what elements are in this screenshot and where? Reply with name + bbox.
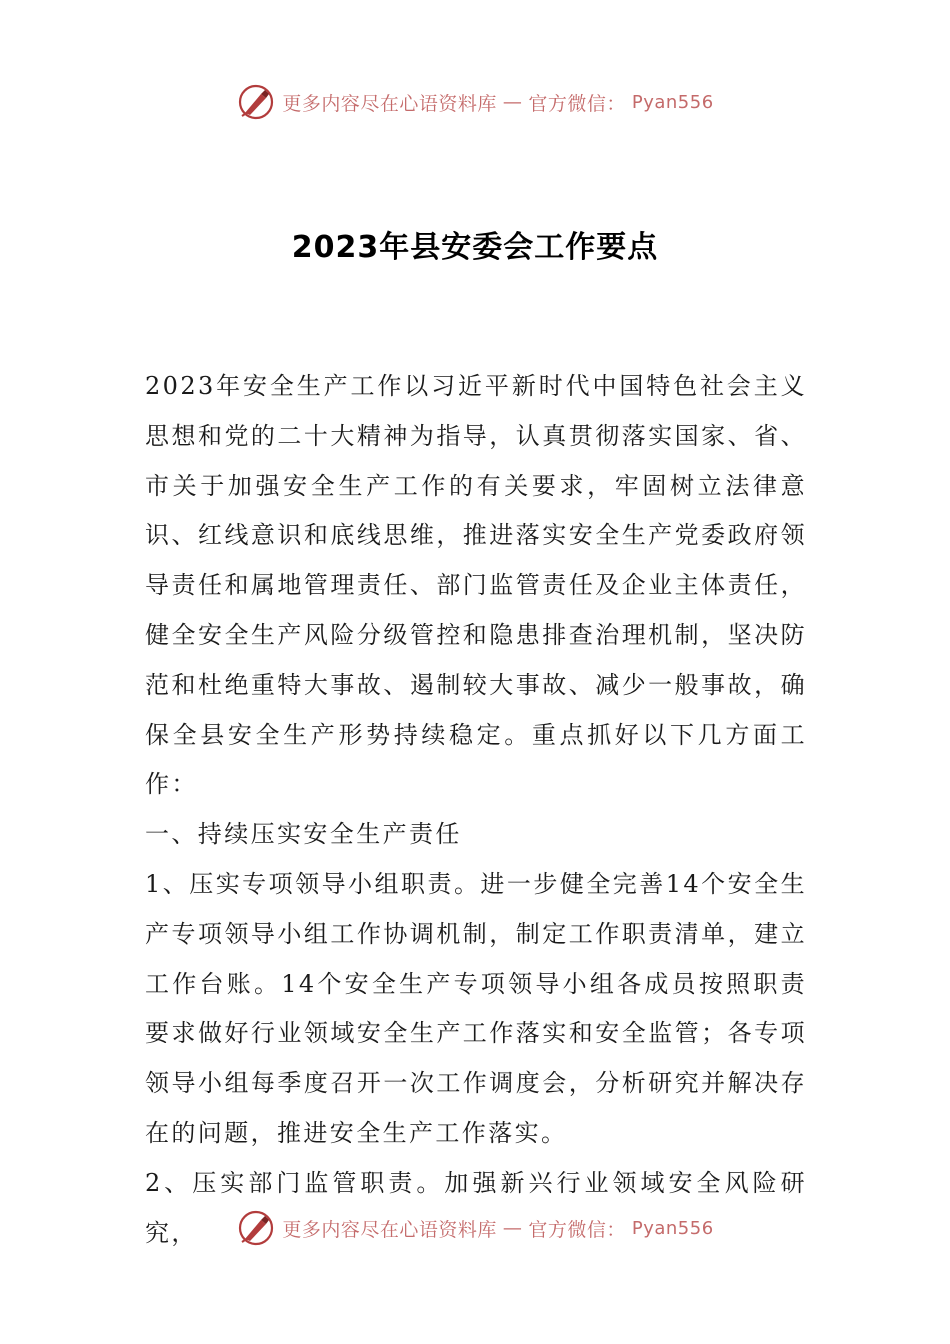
pen-nib-logo-icon: [236, 1208, 276, 1248]
banner-wechat-id: Pyan556: [631, 91, 714, 113]
banner-dash: —: [502, 91, 523, 113]
banner-text: 更多内容尽在心语资料库: [282, 1218, 497, 1241]
banner-text: 更多内容尽在心语资料库: [282, 92, 497, 115]
document-title: 2023年县安委会工作要点: [291, 230, 659, 265]
document-body: [145, 362, 807, 1258]
banner-dash: —: [502, 1217, 523, 1239]
section-heading: 一、持续压实安全生产责任: [145, 820, 462, 849]
intro-paragraph: 2023年安全生产工作以习近平新时代中国特色社会主义思想和党的二十大精神为指导，认真贯彻落实国家、省、市关于加强安全生产工作的有关要求，牢固树立法律意识、红线意识和底线思维，推进落实安全生产党委政府领导责任和属地管理责任、部门监管责任及企业主体责任，健全安全生产风险分级管控和隐患排查治理机制，坚决防范和杜绝重特大事故、遏制较大事故、减少一般事故，确保全县安全生产形势持续稳定。重点抓好以下几方面工作：: [145, 372, 807, 799]
pen-nib-logo-icon: [236, 82, 276, 122]
footer-banner: [0, 1208, 950, 1248]
banner-wechat-id: Pyan556: [631, 1217, 714, 1239]
banner-wechat-label: 官方微信：: [528, 1218, 626, 1241]
item-paragraph-2: 2、压实部门监管职责。加强新兴行业领域安全风险研究，: [145, 1168, 807, 1247]
header-banner: [0, 82, 950, 122]
banner-wechat-label: 官方微信：: [528, 92, 626, 115]
item-paragraph-1: 1、压实专项领导小组职责。进一步健全完善14个安全生产专项领导小组工作协调机制，制定工作职责清单，建立工作台账。14个安全生产专项领导小组各成员按照职责要求做好行业领域安全生产工作落实和安全监管；各专项领导小组每季度召开一次工作调度会，分析研究并解决存在的问题，推进安全生产工作落实。: [145, 869, 807, 1147]
